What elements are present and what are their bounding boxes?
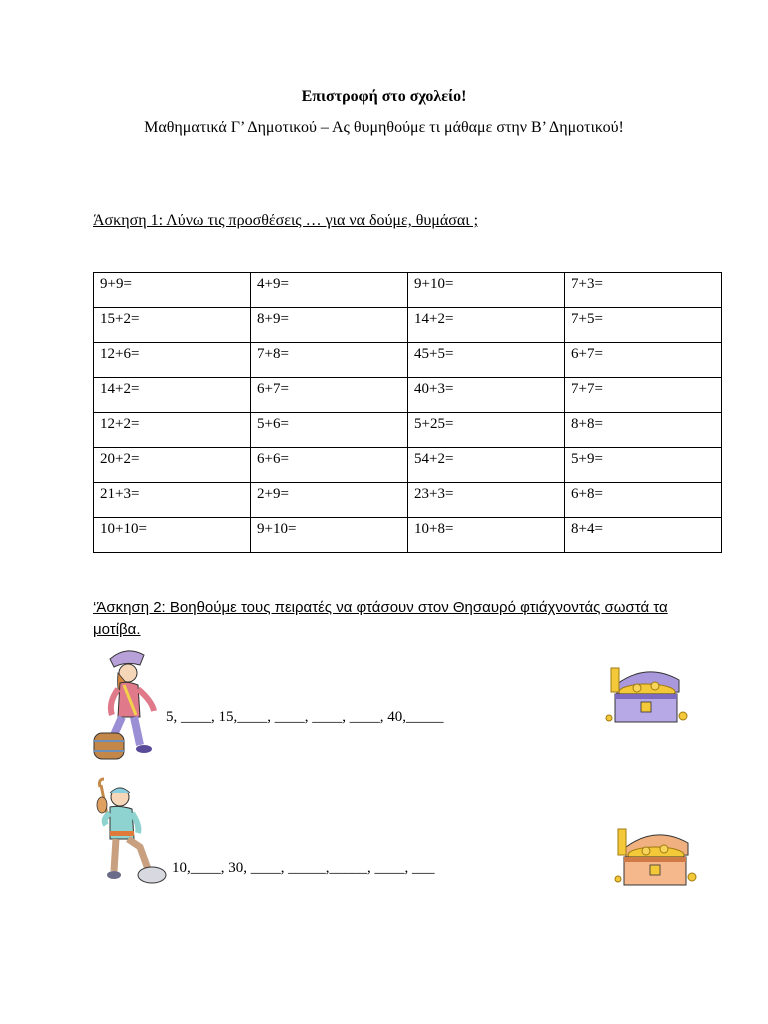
table-row [94, 483, 722, 518]
page-subtitle: Μαθηματικά Γ’ Δημοτικού – Ας θυμηθούμε τι μάθαμε στην Β’ Δημοτικού! [144, 119, 624, 136]
addition-cell: 14+2= [408, 308, 565, 343]
addition-cell: 54+2= [408, 448, 565, 483]
addition-cell: 9+9= [94, 273, 251, 308]
addition-cell: 6+7= [251, 378, 408, 413]
addition-cell: 10+8= [408, 518, 565, 553]
addition-cell: 45+5= [408, 343, 565, 378]
pattern-sequence-2: 10,____, 30, ____, _____,_____, ____, ___ [172, 860, 435, 876]
addition-cell: 7+5= [565, 308, 722, 343]
addition-cell: 15+2= [94, 308, 251, 343]
addition-cell: 6+8= [565, 483, 722, 518]
treasure-chest-image [610, 825, 700, 893]
table-row [94, 273, 722, 308]
addition-cell: 4+9= [251, 273, 408, 308]
addition-cell: 20+2= [94, 448, 251, 483]
addition-cell: 8+4= [565, 518, 722, 553]
addition-cell: 7+7= [565, 378, 722, 413]
page-title: Επιστροφή στο σχολείο! [301, 88, 467, 105]
addition-cell: 2+9= [251, 483, 408, 518]
exercise2-heading: ‘Άσκηση 2: Βοηθούμε τους πειρατές να φτάσουν στον Θησαυρό φτιάχνοντάς σωστά τα μοτίβα. [93, 599, 668, 638]
addition-cell: 6+6= [251, 448, 408, 483]
addition-cell: 8+8= [565, 413, 722, 448]
pattern-sequence-1: 5, ____, 15,____, ____, ____, ____, 40,_____ [166, 709, 444, 725]
pirate-on-barrel-image [88, 645, 168, 763]
addition-cell: 5+25= [408, 413, 565, 448]
addition-cell: 14+2= [94, 378, 251, 413]
addition-cell: 7+8= [251, 343, 408, 378]
table-row [94, 448, 722, 483]
table-row [94, 308, 722, 343]
table-row [94, 413, 722, 448]
addition-cell: 5+6= [251, 413, 408, 448]
addition-cell: 7+3= [565, 273, 722, 308]
addition-cell: 12+6= [94, 343, 251, 378]
pirate-with-hook-image [88, 775, 174, 885]
addition-cell: 6+7= [565, 343, 722, 378]
treasure-chest-image [603, 662, 691, 732]
addition-cell: 23+3= [408, 483, 565, 518]
table-row [94, 343, 722, 378]
addition-cell: 8+9= [251, 308, 408, 343]
addition-table [93, 272, 722, 553]
addition-cell: 21+3= [94, 483, 251, 518]
addition-cell: 9+10= [408, 273, 565, 308]
addition-cell: 10+10= [94, 518, 251, 553]
table-row [94, 518, 722, 553]
addition-cell: 9+10= [251, 518, 408, 553]
addition-cell: 5+9= [565, 448, 722, 483]
exercise1-heading: Άσκηση 1: Λύνω τις προσθέσεις … για να δούμε, θυμάσαι ; [93, 212, 479, 229]
addition-cell: 40+3= [408, 378, 565, 413]
table-row [94, 378, 722, 413]
addition-cell: 12+2= [94, 413, 251, 448]
